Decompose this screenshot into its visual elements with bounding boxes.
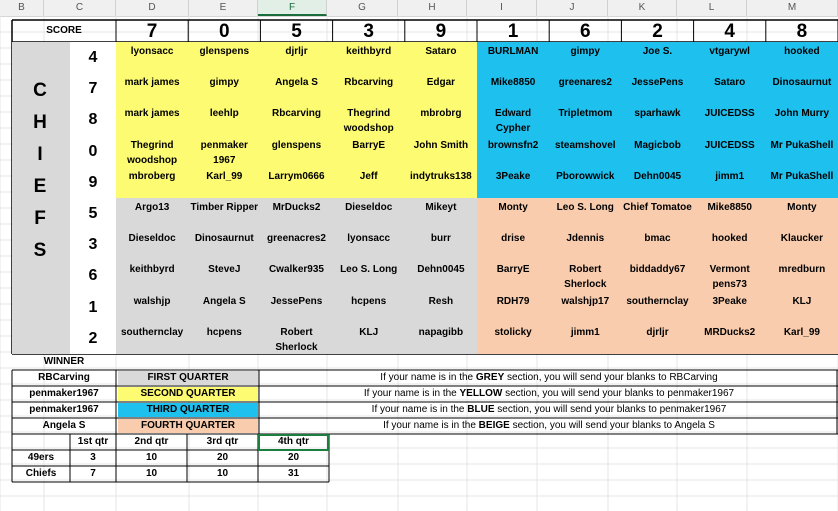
square-cell[interactable]: Pborowwick xyxy=(549,167,621,198)
square-cell[interactable]: Dinosaurnut xyxy=(188,229,260,260)
square-cell[interactable]: vtgarywl xyxy=(694,42,766,73)
square-cell[interactable]: John Smith xyxy=(405,136,477,167)
team-quarter-score[interactable]: 10 xyxy=(145,468,158,479)
square-cell[interactable]: Argo13 xyxy=(116,198,188,229)
side-score-cell[interactable]: 2 xyxy=(70,323,116,354)
square-cell[interactable]: keithbyrd xyxy=(116,260,188,291)
square-cell[interactable]: Dinosaurnut xyxy=(766,73,838,104)
square-cell[interactable]: Jdennis xyxy=(549,229,621,260)
column-header-bar xyxy=(0,0,838,17)
square-cell[interactable]: biddaddy67 xyxy=(621,260,693,291)
team-name[interactable]: Chiefs xyxy=(25,468,57,479)
square-cell[interactable]: greenacres2 xyxy=(260,229,332,260)
quarter-label[interactable]: SECOND QUARTER xyxy=(118,387,258,401)
square-cell[interactable]: Monty xyxy=(477,198,549,229)
square-cell[interactable]: southernclay xyxy=(116,323,188,354)
quarter-label[interactable]: FIRST QUARTER xyxy=(118,371,258,385)
square-cell[interactable]: Chief Tomatoe xyxy=(621,198,693,229)
chiefs-letter: I xyxy=(37,144,43,165)
instruction-note: If your name is in the BEIGE section, you will send your blanks to Angela S xyxy=(383,420,715,431)
top-score-cell[interactable]: 2 xyxy=(652,21,663,42)
square-cell[interactable]: Rbcarving xyxy=(333,73,405,104)
square-cell[interactable]: 3Peake xyxy=(477,167,549,198)
square-cell[interactable]: jimm1 xyxy=(694,167,766,198)
winner-name[interactable]: RBCarving xyxy=(38,372,90,383)
team-quarter-score[interactable]: 3 xyxy=(90,452,96,463)
square-cell[interactable]: walshjp xyxy=(116,292,188,323)
color-key: YELLOW xyxy=(459,388,503,399)
square-cell[interactable]: Rbcarving xyxy=(260,104,332,135)
square-cell[interactable]: Klaucker xyxy=(766,229,838,260)
top-score-cell[interactable]: 4 xyxy=(724,21,735,42)
top-score-cell[interactable]: 0 xyxy=(218,21,230,42)
color-key: BEIGE xyxy=(478,420,510,431)
square-cell[interactable]: southernclay xyxy=(621,292,693,323)
winner-name[interactable]: penmaker1967 xyxy=(29,388,99,399)
square-cell[interactable]: bmac xyxy=(621,229,693,260)
chiefs-letter: F xyxy=(34,208,46,229)
square-cell[interactable]: Angela S xyxy=(188,292,260,323)
square-cell[interactable]: Vermont pens73 xyxy=(694,260,766,291)
side-score-cell[interactable]: 3 xyxy=(70,229,116,260)
square-cell[interactable]: hcpens xyxy=(188,323,260,354)
square-cell[interactable]: stolicky xyxy=(477,323,549,354)
square-cell[interactable]: lyonsacc xyxy=(333,229,405,260)
column-header-h[interactable]: H xyxy=(398,0,467,16)
square-cell[interactable]: SteveJ xyxy=(188,260,260,291)
square-cell[interactable]: Angela S xyxy=(260,73,332,104)
top-score-cell[interactable]: 6 xyxy=(579,21,591,42)
side-score-cell[interactable]: 7 xyxy=(70,73,116,104)
instruction-note: If your name is in the GREY section, you will send your blanks to RBCarving xyxy=(380,372,718,383)
team-quarter-score[interactable]: 20 xyxy=(287,452,300,463)
square-cell[interactable]: mbroberg xyxy=(116,167,188,198)
quarter-label[interactable]: THIRD QUARTER xyxy=(118,403,258,417)
square-cell[interactable]: BURLMAN xyxy=(477,42,549,73)
color-key: BLUE xyxy=(467,404,495,415)
square-cell[interactable]: Larrym0666 xyxy=(260,167,332,198)
square-cell[interactable]: JessePens xyxy=(621,73,693,104)
square-cell[interactable]: Thegrind woodshop xyxy=(116,136,188,167)
square-cell[interactable]: Timber Ripper xyxy=(188,198,260,229)
selected-cell[interactable] xyxy=(258,434,329,451)
square-cell[interactable]: lyonsacc xyxy=(116,42,188,73)
chiefs-letter: S xyxy=(33,240,47,261)
square-cell[interactable]: Tripletmom xyxy=(549,104,621,135)
top-score-cell[interactable]: 7 xyxy=(146,21,158,42)
square-cell[interactable]: penmaker 1967 xyxy=(188,136,260,167)
square-cell[interactable]: BarryE xyxy=(477,260,549,291)
top-score-cell[interactable]: 9 xyxy=(435,21,447,42)
square-cell[interactable]: Jeff xyxy=(333,167,405,198)
square-cell[interactable]: RDH79 xyxy=(477,292,549,323)
instruction-note: If your name is in the YELLOW section, you will send your blanks to penmaker1967 xyxy=(363,388,735,399)
square-cell[interactable]: mredburn xyxy=(766,260,838,291)
square-cell[interactable]: Dieseldoc xyxy=(116,229,188,260)
color-key: GREY xyxy=(475,372,505,383)
winner-name[interactable]: penmaker1967 xyxy=(29,404,99,415)
square-cell[interactable]: mbrobrg xyxy=(405,104,477,135)
column-header-f[interactable]: F xyxy=(258,0,327,16)
square-cell[interactable]: mark james xyxy=(116,73,188,104)
square-cell[interactable]: Monty xyxy=(766,198,838,229)
chiefs-letter: E xyxy=(33,176,47,197)
square-cell[interactable]: Dehn0045 xyxy=(405,260,477,291)
square-cell[interactable]: mark james xyxy=(116,104,188,135)
square-cell[interactable]: Karl_99 xyxy=(766,323,838,354)
square-cell[interactable]: Thegrind woodshop xyxy=(333,104,405,135)
side-score-cell[interactable]: 6 xyxy=(70,260,116,291)
square-cell[interactable]: 3Peake xyxy=(694,292,766,323)
team-quarter-score[interactable]: 10 xyxy=(216,468,229,479)
square-cell[interactable]: Mike8850 xyxy=(477,73,549,104)
column-header-c[interactable]: C xyxy=(44,0,116,16)
side-score-cell[interactable]: 8 xyxy=(70,104,116,135)
square-cell[interactable]: steamshovel xyxy=(549,136,621,167)
square-cell[interactable]: burr xyxy=(405,229,477,260)
square-cell[interactable]: Dehn0045 xyxy=(621,167,693,198)
square-cell[interactable]: drise xyxy=(477,229,549,260)
qtr-header[interactable]: 3rd qtr xyxy=(206,436,239,447)
side-score-cell[interactable]: 0 xyxy=(70,136,116,167)
square-cell[interactable]: hooked xyxy=(694,229,766,260)
square-cell[interactable]: Cwalker935 xyxy=(260,260,332,291)
column-header-m[interactable]: M xyxy=(747,0,838,16)
square-cell[interactable]: JessePens xyxy=(260,292,332,323)
square-cell[interactable]: Resh xyxy=(405,292,477,323)
top-score-cell[interactable]: 5 xyxy=(291,21,302,42)
qtr-header[interactable]: 4th qtr xyxy=(277,436,310,447)
square-cell[interactable]: John Murry xyxy=(766,104,838,135)
square-cell[interactable]: Sataro xyxy=(694,73,766,104)
square-cell[interactable]: Edward Cypher xyxy=(477,104,549,135)
side-score-cell[interactable]: 9 xyxy=(70,167,116,198)
winner-label: WINNER xyxy=(43,356,85,367)
column-header-b[interactable]: B xyxy=(0,0,44,16)
square-cell[interactable]: napagibb xyxy=(405,323,477,354)
score-label[interactable]: SCORE xyxy=(46,25,82,36)
chiefs-letter: H xyxy=(33,112,47,133)
team-quarter-score[interactable]: 10 xyxy=(145,452,158,463)
square-cell[interactable]: Leo S. Long xyxy=(333,260,405,291)
square-cell[interactable]: djrljr xyxy=(260,42,332,73)
team-quarter-score[interactable]: 7 xyxy=(90,468,96,479)
column-header-k[interactable]: K xyxy=(608,0,677,16)
side-score-cell[interactable]: 1 xyxy=(70,292,116,323)
square-cell[interactable]: sparhawk xyxy=(621,104,693,135)
square-cell[interactable]: walshjp17 xyxy=(549,292,621,323)
square-cell[interactable]: Edgar xyxy=(405,73,477,104)
top-score-cell[interactable]: 1 xyxy=(507,21,519,42)
square-cell[interactable]: gimpy xyxy=(188,73,260,104)
square-cell[interactable]: glenspens xyxy=(188,42,260,73)
square-cell[interactable]: Karl_99 xyxy=(188,167,260,198)
side-score-cell[interactable]: 4 xyxy=(70,42,116,73)
square-cell[interactable]: Sataro xyxy=(405,42,477,73)
square-cell[interactable]: Mr PukaShell xyxy=(766,136,838,167)
chiefs-letter: C xyxy=(33,80,47,101)
square-cell[interactable]: glenspens xyxy=(260,136,332,167)
square-cell[interactable]: jimm1 xyxy=(549,323,621,354)
column-header-l[interactable]: L xyxy=(677,0,747,16)
square-cell[interactable]: Robert Sherlock xyxy=(549,260,621,291)
square-cell[interactable]: brownsfn2 xyxy=(477,136,549,167)
square-cell[interactable]: Dieseldoc xyxy=(333,198,405,229)
square-cell[interactable]: MrDucks2 xyxy=(260,198,332,229)
square-cell[interactable]: KLJ xyxy=(333,323,405,354)
team-name[interactable]: 49ers xyxy=(27,452,55,463)
square-cell[interactable]: leehlp xyxy=(188,104,260,135)
column-header-g[interactable]: G xyxy=(327,0,398,16)
square-cell[interactable]: hcpens xyxy=(333,292,405,323)
square-cell[interactable]: hooked xyxy=(766,42,838,73)
side-score-cell[interactable]: 5 xyxy=(70,198,116,229)
team-quarter-score[interactable]: 31 xyxy=(287,468,300,479)
square-cell[interactable]: Mr PukaShell xyxy=(766,167,838,198)
column-header-i[interactable]: I xyxy=(467,0,537,16)
column-header-d[interactable]: D xyxy=(116,0,189,16)
column-header-e[interactable]: E xyxy=(189,0,258,16)
instruction-note: If your name is in the BLUE section, you will send your blanks to penmaker1967 xyxy=(371,404,727,415)
qtr-header[interactable]: 1st qtr xyxy=(77,436,109,447)
square-cell[interactable]: KLJ xyxy=(766,292,838,323)
square-cell[interactable]: Mike8850 xyxy=(694,198,766,229)
square-cell[interactable]: JUICEDSS xyxy=(694,136,766,167)
top-score-cell[interactable]: 3 xyxy=(363,21,374,42)
square-cell[interactable]: Mikeyt xyxy=(405,198,477,229)
square-cell[interactable]: gimpy xyxy=(549,42,621,73)
square-cell[interactable]: indytruks138 xyxy=(405,167,477,198)
square-cell[interactable]: Leo S. Long xyxy=(549,198,621,229)
square-cell[interactable]: MRDucks2 xyxy=(694,323,766,354)
column-header-j[interactable]: J xyxy=(537,0,608,16)
qtr-header[interactable]: 2nd qtr xyxy=(134,436,169,447)
square-cell[interactable]: greenares2 xyxy=(549,73,621,104)
winner-name[interactable]: Angela S xyxy=(42,420,86,431)
square-cell[interactable]: Magicbob xyxy=(621,136,693,167)
top-score-cell[interactable]: 8 xyxy=(796,21,808,42)
quarter-label[interactable]: FOURTH QUARTER xyxy=(118,419,258,433)
square-cell[interactable]: BarryE xyxy=(333,136,405,167)
square-cell[interactable]: Robert Sherlock xyxy=(260,323,332,354)
square-cell[interactable]: keithbyrd xyxy=(333,42,405,73)
team-quarter-score[interactable]: 20 xyxy=(216,452,229,463)
square-cell[interactable]: djrljr xyxy=(621,323,693,354)
square-cell[interactable]: JUICEDSS xyxy=(694,104,766,135)
square-cell[interactable]: Joe S. xyxy=(621,42,693,73)
